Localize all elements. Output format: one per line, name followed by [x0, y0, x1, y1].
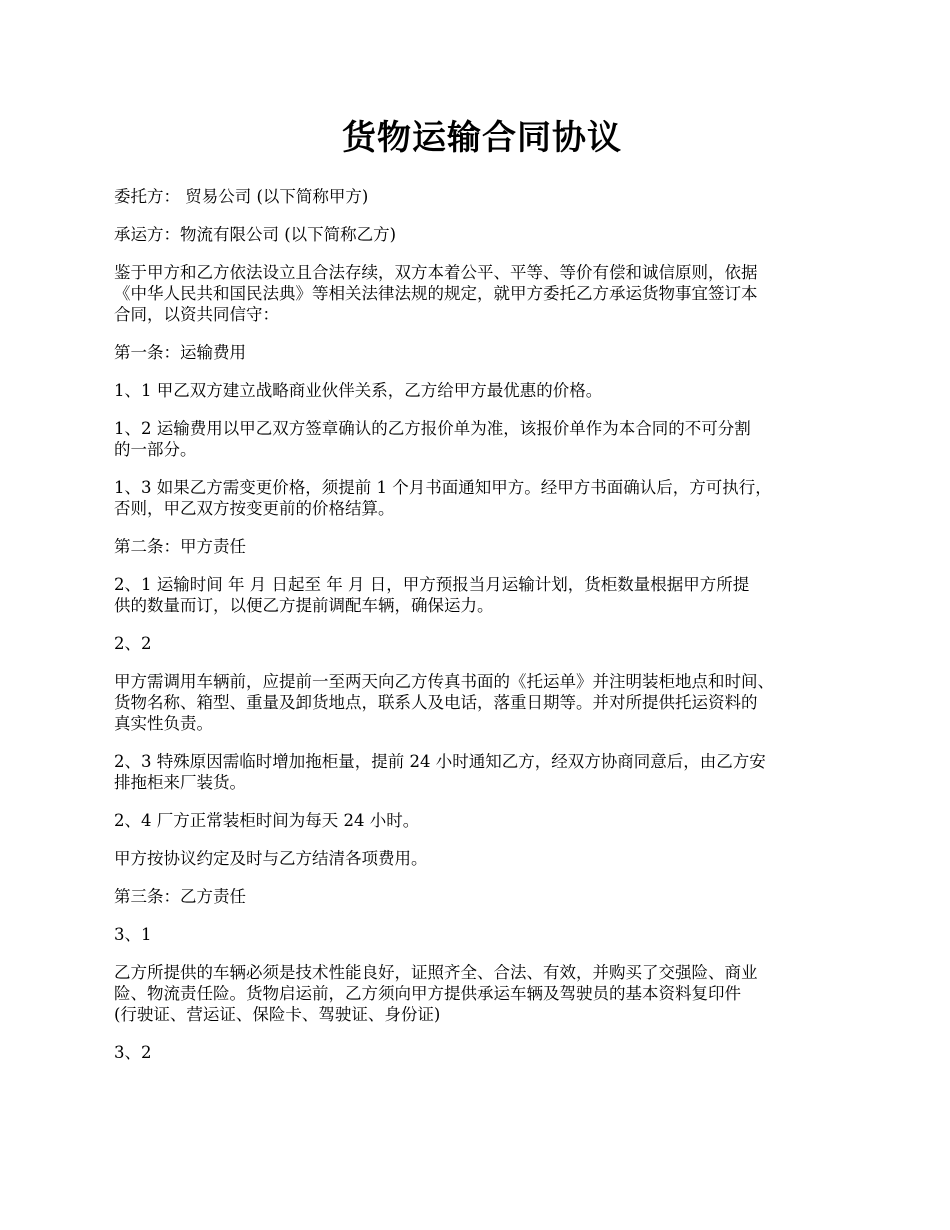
paragraph: [114, 751, 850, 793]
paragraph: [114, 1042, 850, 1063]
document-title: 货物运输合同协议: [342, 118, 622, 158]
paragraph-line: 2、3 特殊原因需临时增加拖柜量，提前 24 小时通知乙方，经双方协商同意后，由乙方安: [114, 752, 766, 771]
paragraph-line: 1、2 运输费用以甲乙双方签章确认的乙方报价单为准，该报价单作为本合同的不可分割: [114, 419, 751, 438]
paragraph-line: (行驶证、营运证、保险卡、驾驶证、身份证): [114, 1005, 441, 1024]
paragraph-line: 2、4 厂方正常装柜时间为每天 24 小时。: [114, 811, 420, 830]
paragraph-line: 合同，以资共同信守：: [114, 305, 279, 324]
paragraph-line: 3、1: [114, 925, 152, 944]
paragraph-line: 供的数量而订，以便乙方提前调配车辆，确保运力。: [114, 596, 494, 615]
paragraph: [114, 924, 850, 945]
paragraph-line: 险、物流责任险。货物启运前，乙方须向甲方提供承运车辆及驾驶员的基本资料复印件: [114, 984, 741, 1003]
paragraph-line: 甲方需调用车辆前，应提前一至两天向乙方传真书面的《托运单》并注明装柜地点和时间、: [114, 672, 774, 691]
paragraph-line: 承运方：物流有限公司 (以下简称乙方): [114, 225, 397, 244]
paragraph: [114, 886, 850, 907]
paragraph: [114, 574, 850, 616]
paragraph: [114, 380, 850, 401]
paragraph: [114, 418, 850, 460]
paragraph-line: 的一部分。: [114, 440, 197, 459]
paragraph: [114, 810, 850, 831]
paragraph-line: 乙方所提供的车辆必须是技术性能良好，证照齐全、合法、有效，并购买了交强险、商业: [114, 963, 758, 982]
paragraph-line: 1、1 甲乙双方建立战略商业伙伴关系，乙方给甲方最优惠的价格。: [114, 381, 603, 400]
paragraph: [114, 262, 850, 325]
paragraph: [114, 671, 850, 734]
paragraph-line: 货物名称、箱型、重量及卸货地点，联系人及电话，落重日期等。并对所提供托运资料的: [114, 693, 758, 712]
paragraph: [114, 962, 850, 1025]
paragraph: [114, 224, 850, 245]
paragraph-line: 排拖柜来厂装货。: [114, 773, 246, 792]
paragraph: [114, 477, 850, 519]
paragraph-line: 真实性负责。: [114, 714, 213, 733]
paragraph-line: 3、2: [114, 1043, 152, 1062]
paragraph: [114, 536, 850, 557]
paragraph-line: 否则，甲乙双方按变更前的价格结算。: [114, 499, 395, 518]
paragraph-line: 《中华人民共和国民法典》等相关法律法规的规定，就甲方委托乙方承运货物事宜签订本: [114, 284, 758, 303]
document-body: [114, 186, 850, 1063]
paragraph: [114, 342, 850, 363]
paragraph-line: 鉴于甲方和乙方依法设立且合法存续，双方本着公平、平等、等价有偿和诚信原则，依据: [114, 263, 758, 282]
paragraph-line: 甲方按协议约定及时与乙方结清各项费用。: [114, 849, 428, 868]
paragraph: [114, 848, 850, 869]
paragraph-line: 委托方： 贸易公司 (以下简称甲方): [114, 187, 369, 206]
paragraph-line: 第二条：甲方责任: [114, 537, 246, 556]
paragraph-line: 1、3 如果乙方需变更价格，须提前 1 个月书面通知甲方。经甲方书面确认后，方可执行，: [114, 478, 772, 497]
paragraph-line: 2、1 运输时间 年 月 日起至 年 月 日，甲方预报当月运输计划，货柜数量根据甲方所提: [114, 575, 750, 594]
paragraph: [114, 633, 850, 654]
paragraph-line: 2、2: [114, 634, 152, 653]
paragraph-line: 第三条：乙方责任: [114, 887, 246, 906]
paragraph-line: 第一条：运输费用: [114, 343, 246, 362]
paragraph: [114, 186, 850, 207]
